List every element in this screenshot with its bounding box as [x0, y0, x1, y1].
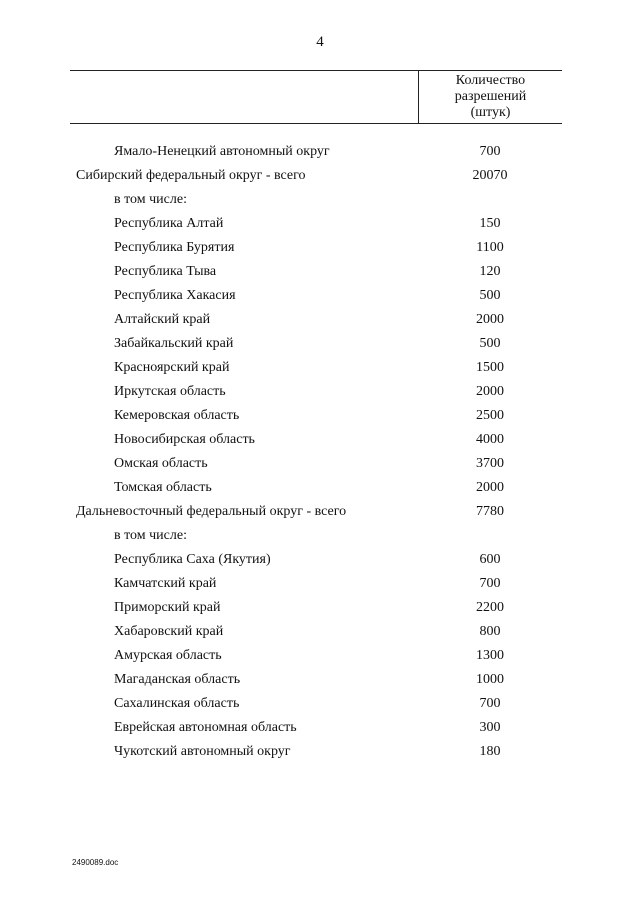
table-row	[0, 260, 640, 284]
permit-count: 150	[479, 216, 501, 231]
permit-count: 1100	[476, 240, 504, 255]
region-name: Республика Алтай	[114, 216, 224, 231]
table-row	[0, 452, 640, 476]
region-name: Дальневосточный федеральный округ - всего	[76, 504, 347, 519]
table-row	[0, 332, 640, 356]
permit-count: 700	[479, 144, 501, 159]
region-name: Томская область	[114, 480, 212, 495]
table-row	[0, 572, 640, 596]
column-header-permits	[419, 73, 562, 121]
table-header	[70, 70, 562, 124]
permit-count: 2000	[476, 480, 504, 495]
permit-count: 1300	[476, 648, 504, 663]
column-header-line: Количество	[455, 73, 526, 88]
permit-count: 800	[479, 624, 501, 639]
table-body	[0, 140, 640, 764]
table-row	[0, 428, 640, 452]
permit-count: 600	[479, 552, 501, 567]
permit-count: 1500	[476, 360, 504, 375]
page-number: 4	[316, 34, 324, 50]
region-name: Республика Тыва	[114, 264, 217, 279]
region-name: Кемеровская область	[114, 408, 240, 423]
region-name: в том числе:	[114, 528, 187, 543]
region-name: Еврейская автономная область	[114, 720, 297, 735]
table-row	[0, 380, 640, 404]
permit-count: 120	[479, 264, 501, 279]
table-row	[0, 692, 640, 716]
permit-count: 4000	[476, 432, 504, 447]
region-name: Красноярский край	[114, 360, 230, 375]
region-name: Амурская область	[114, 648, 222, 663]
permit-count: 700	[479, 696, 501, 711]
table-row	[0, 716, 640, 740]
permit-count: 180	[479, 744, 501, 759]
table-row	[0, 740, 640, 764]
permit-count: 2500	[476, 408, 504, 423]
table-row	[0, 500, 640, 524]
region-name: Ямало-Ненецкий автономный округ	[114, 144, 330, 159]
table-row	[0, 524, 640, 548]
region-name: Омская область	[114, 456, 208, 471]
permit-count: 500	[479, 288, 501, 303]
table-row	[0, 356, 640, 380]
permit-count: 300	[479, 720, 501, 735]
table-row	[0, 668, 640, 692]
region-name: Алтайский край	[114, 312, 211, 327]
region-name: в том числе:	[114, 192, 187, 207]
permit-count: 1000	[476, 672, 504, 687]
region-name: Иркутская область	[114, 384, 226, 399]
table-row	[0, 404, 640, 428]
table-row	[0, 188, 640, 212]
footer-filename: 2490089.doc	[72, 858, 119, 867]
table-row	[0, 284, 640, 308]
region-name: Магаданская область	[114, 672, 241, 687]
table-row	[0, 236, 640, 260]
region-name: Чукотский автономный округ	[114, 744, 291, 759]
table-row	[0, 212, 640, 236]
region-name: Сахалинская область	[114, 696, 240, 711]
region-name: Республика Хакасия	[114, 288, 236, 303]
column-header-line: (штук)	[470, 105, 511, 120]
table-row	[0, 548, 640, 572]
column-header-line: разрешений	[454, 89, 527, 104]
permit-count: 2200	[476, 600, 504, 615]
permit-count: 2000	[476, 312, 504, 327]
region-name: Сибирский федеральный округ - всего	[76, 168, 306, 183]
table-row	[0, 476, 640, 500]
region-name: Камчатский край	[114, 576, 217, 591]
permit-count: 2000	[476, 384, 504, 399]
permit-count: 700	[479, 576, 501, 591]
region-name: Новосибирская область	[114, 432, 255, 447]
table-row	[0, 308, 640, 332]
region-name: Приморский край	[114, 600, 221, 615]
region-name: Забайкальский край	[114, 336, 234, 351]
permit-count: 3700	[476, 456, 504, 471]
table-row	[0, 644, 640, 668]
table-row	[0, 620, 640, 644]
permit-count: 500	[479, 336, 501, 351]
table-row	[0, 596, 640, 620]
region-name: Республика Бурятия	[114, 240, 235, 255]
permit-count: 7780	[476, 504, 504, 519]
table-row	[0, 164, 640, 188]
region-name: Хабаровский край	[114, 624, 224, 639]
permit-count: 20070	[472, 168, 508, 183]
table-row	[0, 140, 640, 164]
region-name: Республика Саха (Якутия)	[114, 552, 271, 567]
